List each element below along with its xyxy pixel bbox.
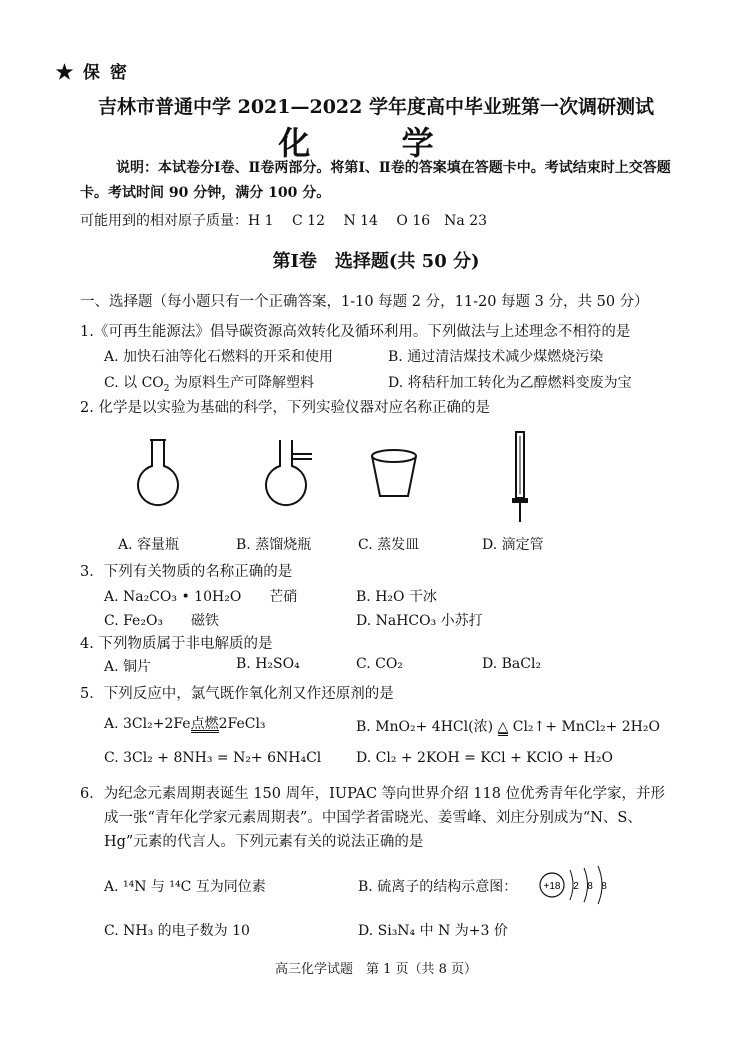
q4-option-d: D. BaCl₂ <box>482 656 542 672</box>
q3-option-c: C. Fe₂O₃ 磁铁 <box>104 613 220 629</box>
q2-option-d: D. 滴定管 <box>482 537 544 553</box>
q6-option-c: C. NH₃ 的电子数为 10 <box>104 923 250 939</box>
question-4-stem: 4. 下列物质属于非电解质的是 <box>80 636 273 652</box>
ignite-condition: 点燃 <box>190 716 219 732</box>
q3-option-d: D. NaHCO₃ 小苏打 <box>356 613 483 629</box>
page-footer: 高三化学试题 第 1 页（共 8 页） <box>274 962 478 977</box>
section-title: 第Ⅰ卷 选择题(共 50 分) <box>272 251 480 272</box>
section-instruction: 一、选择题（每小题只有一个正确答案，1-10 每题 2 分，11-20 每题 3 分，共 50 分） <box>80 294 649 310</box>
q3-option-a: A. Na₂CO₃ • 10H₂O 芒硝 <box>104 589 298 605</box>
q6-option-b: B. 硫离子的结构示意图： <box>358 879 518 895</box>
question-5-stem: 5．下列反应中，氯气既作氧化剂又作还原剂的是 <box>80 686 394 702</box>
volumetric-flask-figure <box>128 440 188 510</box>
q1-option-d: D. 将秸秆加工转化为乙醇燃料变废为宝 <box>388 375 632 391</box>
sulfide-ion-structure-diagram <box>538 860 618 910</box>
confidential-mark: ★ 保 密 <box>56 63 129 83</box>
question-6-line-3: Hg”元素的代言人。下列元素有关的说法正确的是 <box>104 834 424 850</box>
q4-option-b: B. H₂SO₄ <box>236 656 300 672</box>
question-1-stem: 1.《可再生能源法》倡导碳资源高效转化及循环利用。下列做法与上述理念不相符的是 <box>80 324 631 340</box>
question-3-stem: 3．下列有关物质的名称正确的是 <box>80 564 293 580</box>
distillation-flask-figure <box>258 440 318 510</box>
q5-option-b: B. MnO₂+ 4HCl(浓) △ Cl₂↑+ MnCl₂+ 2H₂O <box>356 719 660 735</box>
heat-condition: △ <box>497 719 509 735</box>
exam-instructions: 说明：本试卷分Ⅰ卷、Ⅱ卷两部分。将第Ⅰ、Ⅱ卷的答案填在答题卡中。考试结束时上交答题卡。考试时间 90 分钟，满分 100 分。 <box>80 160 671 201</box>
exam-title: 吉林市普通中学 2021—2022 学年度高中毕业班第一次调研测试 <box>98 96 654 118</box>
nucleus-charge: +18 <box>543 881 561 892</box>
q1-option-c: C. 以 $CO_2$ 为原料生产可降解塑料 <box>104 375 314 394</box>
q5-option-a: A. 3Cl₂+2Fe点燃2FeCl₃ <box>104 716 266 732</box>
burette-figure <box>506 432 534 524</box>
shell-2-electrons: 8 <box>587 881 593 892</box>
atomic-mass-line: 可能用到的相对原子质量：H 1 C 12 N 14 O 16 Na 23 <box>80 213 488 229</box>
crucible-figure <box>368 448 420 500</box>
q2-option-b: B. 蒸馏烧瓶 <box>236 537 312 553</box>
q4-option-a: A. 铜片 <box>104 659 152 675</box>
q5-option-d: D. Cl₂ + 2KOH = KCl + KClO + H₂O <box>356 750 613 766</box>
question-2-stem: 2. 化学是以实验为基础的科学，下列实验仪器对应名称正确的是 <box>80 400 490 416</box>
q3-option-b: B. H₂O 干冰 <box>356 589 437 605</box>
q1-option-a: A. 加快石油等化石燃料的开采和使用 <box>104 349 334 365</box>
q2-option-c: C. 蒸发皿 <box>358 537 420 553</box>
q6-option-a: A. ¹⁴N 与 ¹⁴C 互为同位素 <box>104 879 266 895</box>
q5-option-c: C. 3Cl₂ + 8NH₃ = N₂+ 6NH₄Cl <box>104 750 322 766</box>
question-6-line-1: 6．为纪念元素周期表诞生 150 周年，IUPAC 等向世界介绍 118 位优秀青年化学家，并形 <box>80 786 666 802</box>
shell-3-electrons: 8 <box>601 881 607 892</box>
question-6-line-2: 成一张“青年化学家元素周期表”。中国学者雷晓光、姜雪峰、刘庄分别成为“N、S、 <box>104 810 642 826</box>
shell-1-electrons: 2 <box>573 881 579 892</box>
subject-title: 化 学 <box>278 124 474 162</box>
q6-option-d: D. Si₃N₄ 中 N 为+3 价 <box>358 923 508 939</box>
q4-option-c: C. CO₂ <box>356 656 403 672</box>
q2-option-a: A. 容量瓶 <box>118 537 180 553</box>
q1-option-b: B. 通过清洁煤技术减少煤燃烧污染 <box>388 349 604 365</box>
